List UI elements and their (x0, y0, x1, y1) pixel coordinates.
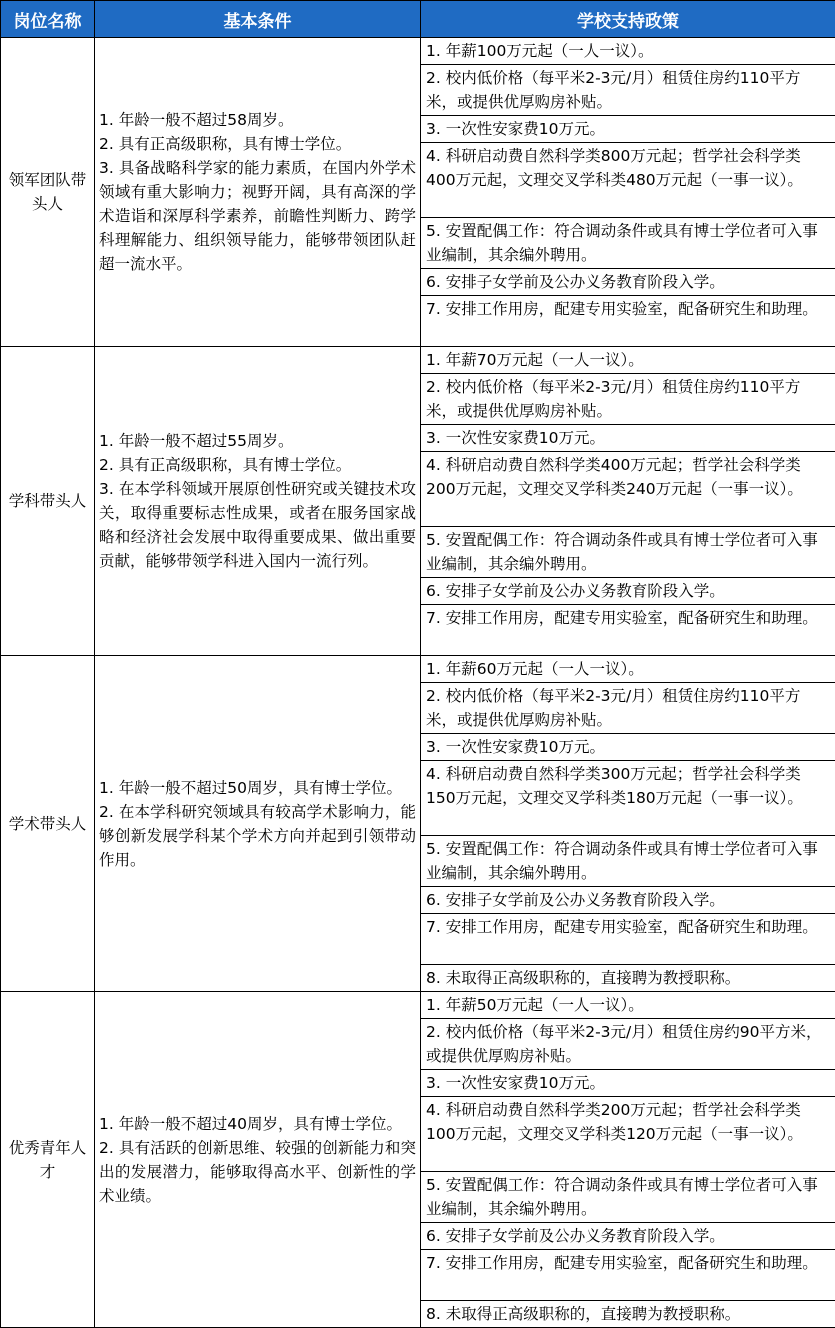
policy-item: 3. 一次性安家费10万元。 (421, 116, 835, 143)
position-name: 学科带头人 (1, 347, 95, 656)
header-conditions: 基本条件 (95, 1, 421, 38)
condition-item: 1. 年龄一般不超过40周岁，具有博士学位。 (99, 1112, 416, 1136)
condition-item: 1. 年龄一般不超过55周岁。 (99, 429, 416, 453)
condition-item: 2. 具有活跃的创新思维、较强的创新能力和突出的发展潜力，能够取得高水平、创新性的学术业绩。 (99, 1136, 416, 1208)
position-name: 学术带头人 (1, 656, 95, 992)
policy-item: 2. 校内低价格（每平米2-3元/月）租赁住房约110平方米，或提供优厚购房补贴。 (421, 65, 835, 116)
condition-item: 3. 在本学科领域开展原创性研究或关键技术攻关，取得重要标志性成果，或者在服务国家战略和经济社会发展中取得重要成果、做出重要贡献，能够带领学科进入国内一流行列。 (99, 477, 416, 573)
basic-conditions (95, 347, 421, 656)
position-name: 领军团队带头人 (1, 38, 95, 347)
policy-item: 1. 年薪100万元起（一人一议）。 (421, 38, 835, 65)
header-row (1, 1, 835, 38)
policy-item: 2. 校内低价格（每平米2-3元/月）租赁住房约110平方米，或提供优厚购房补贴。 (421, 683, 835, 734)
policy-item: 6. 安排子女学前及公办义务教育阶段入学。 (421, 269, 835, 296)
header-policies: 学校支持政策 (421, 1, 835, 38)
basic-conditions (95, 656, 421, 992)
group-leader-team (1, 38, 835, 347)
table-row (1, 347, 835, 374)
policy-item: 1. 年薪70万元起（一人一议）。 (421, 347, 835, 374)
policy-item: 6. 安排子女学前及公办义务教育阶段入学。 (421, 578, 835, 605)
condition-item: 3. 具备战略科学家的能力素质，在国内外学术领域有重大影响力；视野开阔，具有高深的学术造诣和深厚科学素养，前瞻性判断力、跨学科理解能力、组织领导能力，能够带领团队赶超一流水平。 (99, 156, 416, 276)
group-young-talent (1, 992, 835, 1328)
policy-item: 2. 校内低价格（每平米2-3元/月）租赁住房约90平方米，或提供优厚购房补贴。 (421, 1019, 835, 1070)
header-position: 岗位名称 (1, 1, 95, 38)
policy-item: 8. 未取得正高级职称的，直接聘为教授职称。 (421, 965, 835, 992)
policy-item: 3. 一次性安家费10万元。 (421, 734, 835, 761)
policy-item: 1. 年薪50万元起（一人一议）。 (421, 992, 835, 1019)
policy-item: 4. 科研启动费自然科学类800万元起；哲学社会科学类400万元起，文理交叉学科类480万元起（一事一议）。 (421, 143, 835, 218)
basic-conditions (95, 38, 421, 347)
policy-item: 7. 安排工作用房，配建专用实验室，配备研究生和助理。 (421, 605, 835, 656)
policy-item: 1. 年薪60万元起（一人一议）。 (421, 656, 835, 683)
position-name: 优秀青年人才 (1, 992, 95, 1328)
policy-item: 5. 安置配偶工作：符合调动条件或具有博士学位者可入事业编制，其余编外聘用。 (421, 218, 835, 269)
policy-item: 5. 安置配偶工作：符合调动条件或具有博士学位者可入事业编制，其余编外聘用。 (421, 1172, 835, 1223)
condition-item: 1. 年龄一般不超过58周岁。 (99, 108, 416, 132)
policy-item: 3. 一次性安家费10万元。 (421, 425, 835, 452)
condition-item: 1. 年龄一般不超过50周岁，具有博士学位。 (99, 776, 416, 800)
policy-item: 6. 安排子女学前及公办义务教育阶段入学。 (421, 1223, 835, 1250)
policy-item: 7. 安排工作用房，配建专用实验室，配备研究生和助理。 (421, 296, 835, 347)
policy-item: 4. 科研启动费自然科学类300万元起；哲学社会科学类150万元起，文理交叉学科类180万元起（一事一议）。 (421, 761, 835, 836)
policy-item: 3. 一次性安家费10万元。 (421, 1070, 835, 1097)
policy-item: 7. 安排工作用房，配建专用实验室，配备研究生和助理。 (421, 914, 835, 965)
policy-item: 2. 校内低价格（每平米2-3元/月）租赁住房约110平方米，或提供优厚购房补贴。 (421, 374, 835, 425)
table-row (1, 992, 835, 1019)
table-row (1, 656, 835, 683)
policy-item: 4. 科研启动费自然科学类200万元起；哲学社会科学类100万元起，文理交叉学科类120万元起（一事一议）。 (421, 1097, 835, 1172)
table-row (1, 38, 835, 65)
policy-item: 7. 安排工作用房，配建专用实验室，配备研究生和助理。 (421, 1250, 835, 1301)
group-academic-leader (1, 656, 835, 992)
condition-item: 2. 具有正高级职称，具有博士学位。 (99, 132, 416, 156)
policy-item: 5. 安置配偶工作：符合调动条件或具有博士学位者可入事业编制，其余编外聘用。 (421, 836, 835, 887)
policy-item: 6. 安排子女学前及公办义务教育阶段入学。 (421, 887, 835, 914)
group-discipline-leader (1, 347, 835, 656)
condition-item: 2. 具有正高级职称，具有博士学位。 (99, 453, 416, 477)
policy-item: 5. 安置配偶工作：符合调动条件或具有博士学位者可入事业编制，其余编外聘用。 (421, 527, 835, 578)
condition-item: 2. 在本学科研究领域具有较高学术影响力，能够创新发展学科某个学术方向并起到引领带动作用。 (99, 800, 416, 872)
policy-item: 4. 科研启动费自然科学类400万元起；哲学社会科学类200万元起，文理交叉学科类240万元起（一事一议）。 (421, 452, 835, 527)
policy-item: 8. 未取得正高级职称的，直接聘为教授职称。 (421, 1301, 835, 1328)
basic-conditions (95, 992, 421, 1328)
